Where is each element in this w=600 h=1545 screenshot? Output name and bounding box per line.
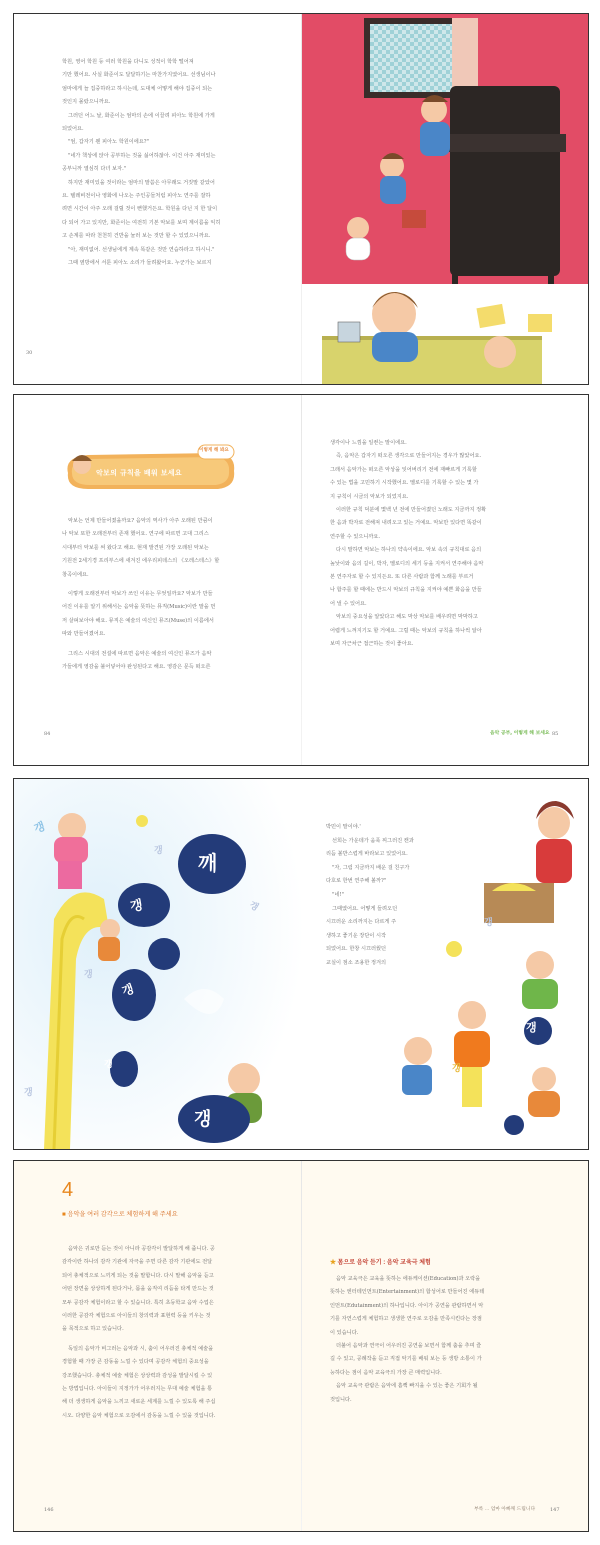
text-line: 이러한 공감각 체험으로 아이들의 창의력과 표현력 등을 키우는 것: [62, 1313, 211, 1320]
sound-word: 갱: [194, 1109, 212, 1130]
page-number-right: 147: [550, 1507, 560, 1513]
text-line: 그러던 어느 날, 화준이는 엄마의 손에 이끌려 피아노 학원에 가게: [68, 112, 215, 119]
gutter: [301, 1161, 302, 1531]
text-line: 인먼트(Edutainment)의 하나입니다. 아이가 공연을 관람하면서 악: [330, 1302, 484, 1309]
text-line: 독일의 음악가 비그러는 음악과 시, 춤이 어우러진 총체적 예술을: [68, 1345, 214, 1352]
text-line: 능하다는 점이 음악 교육극의 가장 큰 매력입니다.: [330, 1369, 442, 1376]
text-line: 되었어요.: [62, 126, 84, 133]
text-line: 한 음과 박자로 전해져 내려오고 있는 거예요. 악보만 있다면 똑같이: [330, 520, 482, 527]
text-line: 이렇게 오래전부터 악보가 쓰인 이유는 무엇일까요? 악보가 만들: [68, 591, 213, 598]
text-line: 하지만 재미있을 것이라는 엄마의 말씀은 아무래도 거짓말 같았어: [68, 179, 215, 186]
text-line: 려면 시간이 아주 오래 걸릴 것이 뻔했거든요. 학원을 다닌 지 한 달이: [62, 206, 218, 213]
sound-word: 갱: [484, 918, 493, 928]
text-line: 생각이나 느낌을 일컫는 말이에요.: [330, 440, 407, 446]
book-spread-2: [13, 394, 589, 766]
text-line: 악보의 중요성을 알았다고 해도 막상 악보를 배우려면 막막하고: [336, 614, 478, 621]
text-line: 나 악보 또한 오래전부터 존재 했어요. 연구에 따르면 고대 그리스: [62, 531, 209, 538]
text-line: 것입니다.: [330, 1396, 352, 1403]
page-number-right: 85: [552, 731, 559, 737]
text-line: 즉, 음악은 갑자기 떠오른 생각으로 만들어지는 경우가 많았어요.: [336, 453, 482, 460]
chapter-number: 4: [62, 1179, 74, 1201]
sound-word: 갱: [32, 819, 47, 836]
text-line: 뜻하는 엔터테인먼트(Entertainment)의 합성어로 만들어진 에듀테: [330, 1289, 485, 1296]
text-line: 본 연주자로 할 수 있지든요. 또 다른 사람과 함께 노래를 부르거: [330, 574, 474, 581]
text-line: 박민이 말이야.': [326, 824, 361, 830]
text-line: 연주할 수 있으니까요.: [330, 533, 381, 540]
text-line: 교실이 점소 조용한 정겨의: [326, 959, 387, 966]
text-line: 기만 했어요. 사실 화준이도 달달하기는 마찬가지였어요. 선생님이나: [62, 72, 216, 79]
book-spread-3: [13, 778, 589, 1150]
text-line: 경험할 때 가장 큰 감동을 느낄 수 있다며 공감각 체험의 중요성을: [62, 1359, 209, 1366]
text-line: 는 방법입니다. 아이들이 지정가가 어우러지는 무대 예술 체험을 통: [62, 1386, 213, 1393]
text-line: 다시 말하면 악보는 하나의 약속이에요. 악보 속의 규칙대로 음의: [336, 547, 482, 554]
text-line: 음악 교육극 관람은 음악에 흠뻑 빠지을 수 있는 좋은 기회가 될: [336, 1383, 478, 1390]
text-line: 시끄러운 소리까지는 다르게 주: [326, 919, 397, 926]
sound-word: 갱: [154, 846, 163, 856]
right-text-column: [330, 1273, 546, 1407]
text-line: 기원전 2세기경 프리부스에 새겨진 에우리피데스의 《오레스테스》할: [62, 558, 220, 565]
text-line: 다호로 한번 연주해 볼까?": [326, 878, 387, 885]
sound-word: 갱: [452, 1064, 461, 1074]
left-text-column: [62, 1243, 278, 1423]
page-number: 30: [26, 350, 33, 356]
info-box-heading-row: [330, 1257, 431, 1266]
text-line: 기를 자연스럽게 체험하고 생생한 연주로 오감을 만족시킨다는 장점: [330, 1316, 482, 1323]
text-line: 이러한 규칙 덕분에 몇백 년 전에 만들어졌던 노래도 지금까지 정확: [336, 507, 487, 514]
text-line: 악보는 언제 만들어졌을까요? 음악의 역사가 아주 오래된 만큼이: [68, 518, 213, 524]
sound-word: 갱: [84, 970, 93, 980]
sound-word: 갱: [526, 1021, 537, 1034]
text-line: 리듬 볼반스럽게 바라보고 있었어요.: [326, 851, 408, 858]
book-spread-4: [13, 1160, 589, 1532]
sound-word: 갱: [24, 1088, 33, 1098]
sound-word: 갱: [104, 1060, 113, 1070]
text-line: "자, 그럼 지금까지 배운 걸 친구가: [332, 864, 410, 871]
text-line: 그때 옆방에서 서툰 피아노 소리가 들려왔어요. 누군가는 보르지: [68, 260, 212, 267]
page-number-left: 84: [44, 731, 51, 737]
text-line: 그래서 음악가는 떠오른 악상을 잊어버리기 전에 재빠르게 기록할: [330, 466, 477, 473]
text-line: 이 있습니다.: [330, 1329, 359, 1336]
text-line: 지 규칙이 시금의 악보가 되었지요.: [330, 493, 409, 500]
text-line: 것인지 몰랐으니까요.: [62, 99, 111, 106]
chapter-title: 음악을 여러 감각으로 체험하게 해 주세요: [67, 1211, 178, 1218]
sound-word: 깨: [198, 851, 218, 875]
text-line: 어떤 장면을 상상하게 된다거나, 몸을 움직여 리듬을 타게 만드는 것: [62, 1286, 214, 1293]
text-line: 그리스 시대의 전설에 따르면 음악은 예술의 여신인 뮤즈가 음악: [68, 650, 212, 657]
text-line: 어렵게 느껴지기도 할 거예요. 그럴 때는 악보의 규칙을 하나씩 알아: [330, 627, 482, 634]
text-line: 학원, 영어 학원 등 여러 학원을 다니도 성적이 학학 떨어져: [62, 59, 194, 65]
section-title: 악보의 규칙을 배워 보세요: [96, 469, 182, 477]
running-footer: 부록 … 엄마 아빠께 드립니다: [474, 1507, 536, 1512]
classroom-music-illustration: [14, 779, 588, 1149]
piano-lesson-illustration: [302, 14, 588, 384]
text-line: 고 손계를 따라 천천히 건반을 눌러 보는 것만 할 수 있었으니까요.: [62, 233, 211, 240]
story-text-column: [326, 821, 426, 971]
page-number-left: 146: [44, 1507, 54, 1513]
text-line: 길 수 있고, 공례작을 듣고 직접 악기를 배워 보는 등 생방 소통이 가: [330, 1356, 482, 1363]
tip-bubble-label: 이렇게 해 봐요: [199, 448, 229, 453]
text-line: "아, 재미없어. 선생님에게 계속 똑같은 것만 연습하라고 하시니.": [68, 246, 215, 253]
text-line: 창곡이에요.: [62, 571, 89, 578]
sound-word: 갱: [120, 981, 136, 999]
text-line: 강조했습니다. 총체적 예술 체험은 상상력과 감성을 발달시킬 수 있: [62, 1372, 213, 1379]
text-line: 시대부터 악보를 써 왔다고 해요. 현재 발견된 가장 오래된 악보는: [62, 544, 209, 551]
text-line: 높낮이와 음의 길이, 박자, 멜로디의 세기 등을 지켜서 연주해야 음악: [330, 560, 484, 567]
text-line: 요. 텔레비전이나 영화에 나오는 주인공들처럼 피아노 연주를 잘하: [62, 193, 211, 200]
text-line: 수 있는 법을 고민하기 시작했어요. 멜로디를 기록할 수 있는 몇 가: [330, 480, 479, 487]
right-text-column: [330, 437, 545, 652]
text-line: 더불어 음악과 연극이 어우러진 공연을 보면서 함께 춤을 추며 즐: [336, 1343, 482, 1350]
text-line: 해 더 생생하게 음악을 느끼고 새로운 세계를 느낄 수 있도록 해 주십: [62, 1399, 216, 1406]
text-line: 보며 자근차근 접근하는 것이 좋아요.: [330, 641, 414, 648]
text-line: 선희는 가운데가 움푹 찌그러진 캔과: [332, 837, 414, 844]
text-line: 그때였어요. 어떻게 들려오던: [332, 905, 398, 912]
sound-word: 갱: [129, 897, 145, 915]
text-line: 음악은 귀로만 듣는 것이 아니라 공감각이 발달하게 해 줍니다. 공: [68, 1246, 215, 1252]
text-line: 시오. 다양한 음악 체험으로 오감에서 감동을 느낄 수 있을 것입니다.: [62, 1412, 216, 1419]
text-line: 모두 공감각 체험이라고 할 수 있습니다. 특히 초등학교 음악 수업은: [62, 1299, 214, 1306]
text-line: 가들에게 영감을 불어넣어야 완성된다고 해요. 영감은 문득 떠오른: [62, 664, 211, 671]
sound-word: 갱: [247, 900, 260, 914]
text-line: 음악 교육극은 교육을 뜻하는 에듀케이션(Education)과 오락을: [336, 1276, 481, 1282]
text-line: "네가 책상에 앉아 공부하는 것을 싫어하잖아. 이건 아주 재미있는: [68, 152, 216, 159]
running-footer: 음악 공부, 이렇게 해 보세요: [490, 731, 550, 736]
book-spread-1: [13, 13, 589, 385]
left-text-column: [62, 515, 277, 674]
story-text-column: [62, 56, 277, 271]
bullet-icon: ■: [62, 1211, 68, 1218]
text-line: 되었어요. 한창 시끄러웠던: [326, 946, 387, 953]
text-line: 생하고 좋기운 장단이 시작: [326, 932, 387, 939]
text-line: 다 되어 가고 있지만, 화준이는 여전히 기본 악보를 보며 계이름을 익히: [62, 219, 221, 226]
text-line: 나 합주를 할 때에는 반드시 악보의 규칙을 지켜야 예쁜 화음을 만들: [330, 587, 482, 594]
text-line: 따와 만들어졌어요.: [62, 631, 106, 638]
text-line: 어진 이유를 알기 위해서는 음악을 뜻하는 뮤직(Music)이란 말을 먼: [62, 604, 216, 611]
text-line: 을 목적으로 하고 있습니다.: [62, 1326, 124, 1333]
text-line: 감각이란 하나의 감각 기관에 자극을 주면 다른 감각 기관에도 전달: [62, 1259, 213, 1266]
chapter-title-row: [62, 1209, 178, 1218]
text-line: "네!": [332, 891, 344, 898]
text-line: 엄마에게 늘 집중하라고 하시는데, 도대체 어떻게 해야 집중이 되는: [62, 85, 213, 92]
gutter: [301, 395, 302, 765]
star-icon: ★: [330, 1260, 338, 1266]
text-line: 저 살펴보아야 해요. 뮤직은 예술의 여신인 뮤즈(Muse)의 이름에서: [62, 617, 214, 624]
text-line: 되어 총체적으로 느끼게 되는 것을 말합니다. 다시 말해 음악을 듣고: [62, 1272, 214, 1279]
text-line: 어 낼 수 있어요.: [330, 600, 367, 607]
text-line: "엄, 갑자기 웬 피아노 학원이에요?": [68, 139, 149, 146]
info-box-heading: 몸으로 음악 듣기 : 음악 교육극 체험: [337, 1260, 431, 1266]
text-line: 공부니까 열심히 다녀 보자.": [62, 166, 127, 173]
